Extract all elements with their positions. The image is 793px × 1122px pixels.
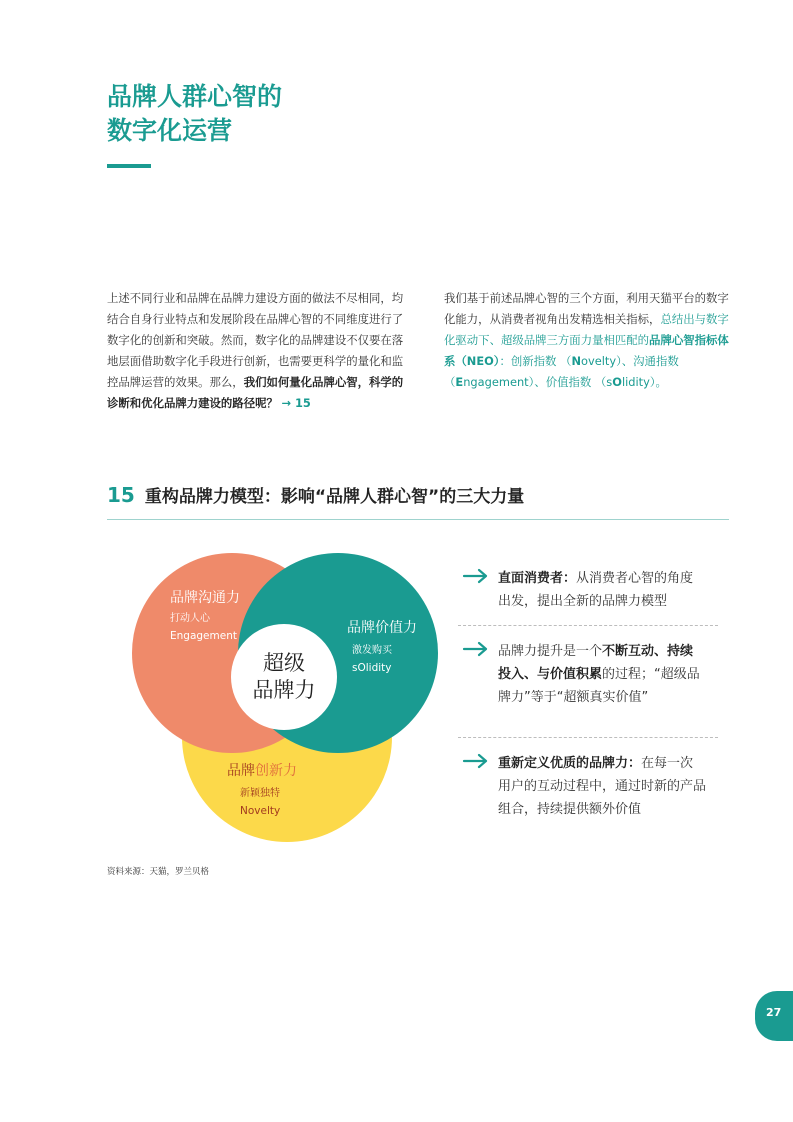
- figure-divider: [107, 519, 729, 520]
- neo-system-label: 品牌心智指标体系（NEO）: [444, 333, 729, 368]
- key-point-1-bold: 直面消费者：: [498, 571, 577, 586]
- source-note: 资料来源：天猫，罗兰贝格: [107, 867, 210, 877]
- value-sub-cn: 激发购买: [352, 645, 392, 656]
- key-point-3-body: 在每一次用户的互动过程中，通过时新的产品组合，持续提供额外价值: [498, 756, 707, 817]
- value-sub-en: sOlidity: [352, 662, 392, 674]
- innovation-sub-cn: 新颖独特: [240, 788, 280, 799]
- key-point-3-bold: 重新定义优质的品牌力：: [498, 756, 642, 771]
- intro-right-tail-2: ovelty）、沟通指数 （: [444, 354, 679, 389]
- figure-reference-link[interactable]: → 15: [281, 396, 311, 410]
- communication-sub-en: Engagement: [170, 630, 237, 642]
- intro-left-question: 我们如何量化品牌心智，科学的诊断和优化品牌力建设的路径呢？: [107, 375, 404, 410]
- key-point-2-pre: 品牌力提升是一个: [498, 644, 603, 659]
- key-point-1-text: [498, 567, 706, 613]
- intro-left-paragraph: [107, 288, 409, 414]
- solidity-letter: O: [612, 375, 622, 389]
- figure-title: [107, 482, 524, 507]
- key-point-3-text: [498, 752, 706, 821]
- intro-right-tail-1: ：创新指数 （: [499, 354, 572, 368]
- engagement-letter: E: [455, 375, 464, 389]
- intro-right-tail-4: lidity）。: [621, 375, 667, 389]
- center-label-line2: 品牌力: [252, 678, 316, 702]
- brand-power-diagram: [120, 540, 440, 845]
- intro-right-paragraph: [444, 288, 736, 393]
- innovation-title: 品牌创新力: [227, 763, 297, 779]
- intro-right-tail-3: ngagement）、价值指数 （s: [463, 375, 613, 389]
- arrow-right-icon: [462, 640, 490, 658]
- arrow-right-icon: [462, 752, 490, 770]
- page-title-line1: 品牌人群心智的: [107, 82, 283, 111]
- key-point-divider-1: [458, 625, 718, 626]
- value-title: 品牌价值力: [347, 620, 417, 636]
- communication-title: 品牌沟通力: [170, 590, 240, 606]
- key-point-2-body: 的过程；“超级品牌力”等于“超额真实价值”: [498, 667, 700, 705]
- page-number: 27: [766, 1006, 782, 1019]
- intro-left-text: 上述不同行业和品牌在品牌力建设方面的做法不尽相同，均结合自身行业特点和发展阶段在品牌心智的不同维度进行了数字化的创新和突破。然而，数字化的品牌建设不仅要在落地层面借助数字化手段进行创新，也需要更科学的量化和监控品牌运营的效果。那么，: [107, 291, 404, 389]
- key-point-divider-2: [458, 737, 718, 738]
- center-label-line1: 超级: [263, 651, 305, 675]
- title-underline: [107, 164, 151, 168]
- page-title-line2: 数字化运营: [107, 116, 233, 145]
- center-disc: [231, 624, 337, 730]
- key-point-2-bold: 不断互动、持续投入、与价值积累: [498, 644, 694, 682]
- innovation-sub-en: Novelty: [240, 805, 281, 817]
- key-point-1-body: 从消费者心智的角度出发，提出全新的品牌力模型: [498, 571, 694, 609]
- figure-number: 15: [107, 483, 135, 507]
- intro-right-text: 我们基于前述品牌心智的三个方面，利用天猫平台的数字化能力，从消费者视角出发精选相关指标，: [444, 291, 729, 326]
- key-point-2-text: [498, 640, 706, 709]
- communication-sub-cn: 打动人心: [170, 613, 210, 624]
- arrow-right-icon: [462, 567, 490, 585]
- intro-right-teal: 总结出与数字化驱动下、超级品牌三方面力量相匹配的: [444, 312, 729, 347]
- novelty-letter: N: [571, 354, 581, 368]
- page-title: [107, 80, 282, 148]
- figure-title-text: 重构品牌力模型：影响“品牌人群心智”的三大力量: [144, 487, 525, 507]
